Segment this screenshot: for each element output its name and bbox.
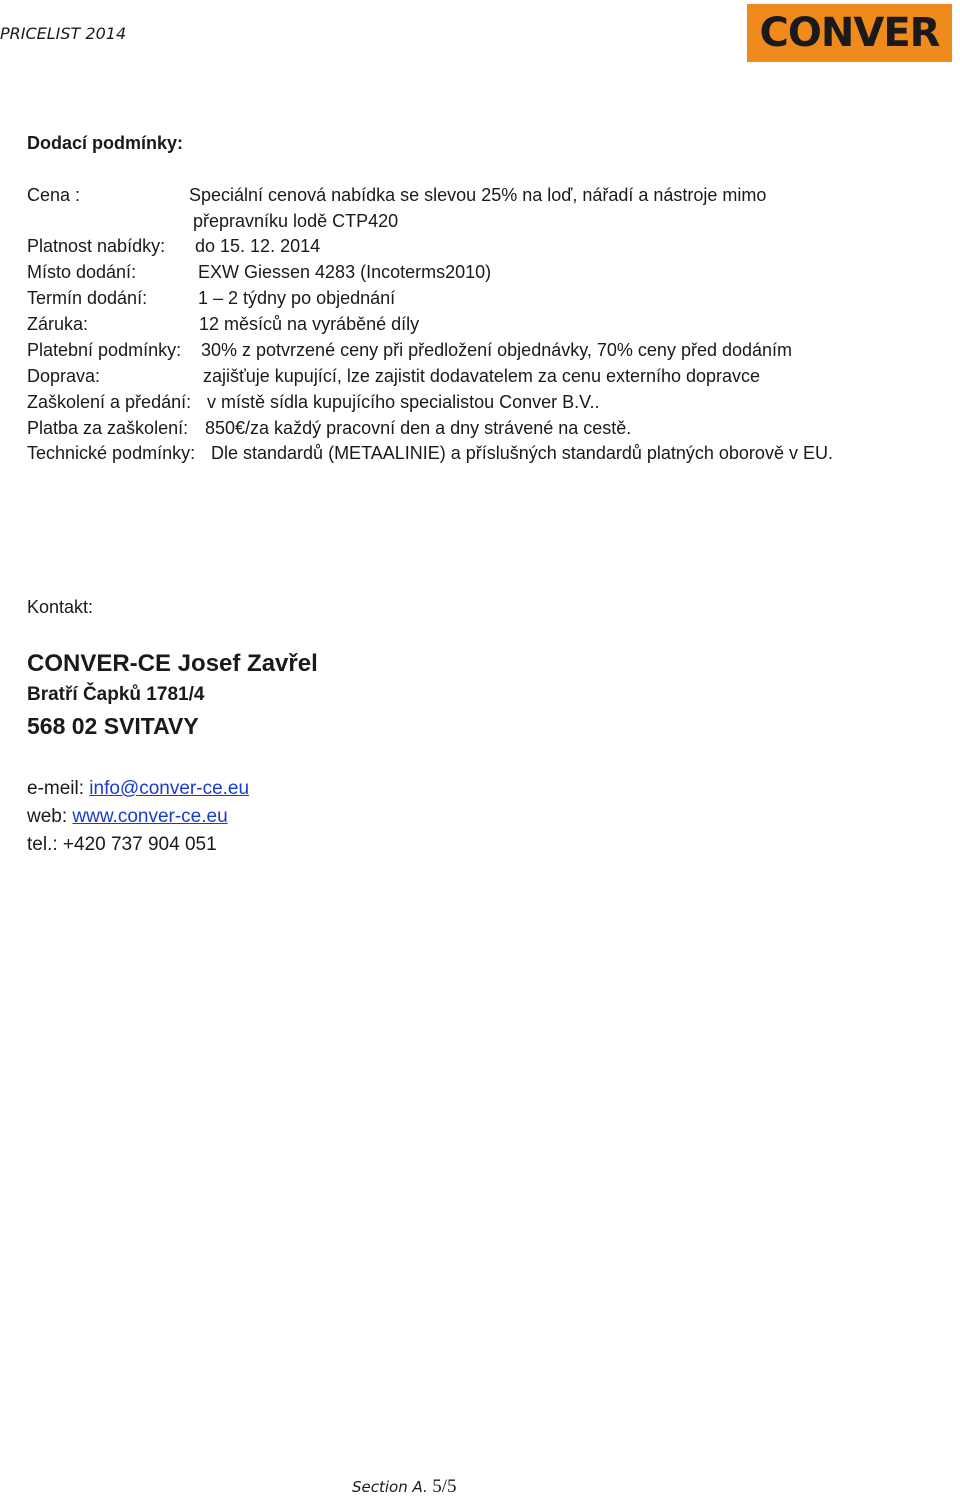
condition-value: 850€/za každý pracovní den a dny strávené na cestě. <box>205 418 632 438</box>
contact-street: Bratří Čapků 1781/4 <box>27 684 205 705</box>
condition-row-price-cont <box>193 211 398 232</box>
condition-value: zajišťuje kupující, lze zajistit dodavatelem za cenu externího dopravce <box>203 366 761 386</box>
condition-row-payment <box>27 340 792 361</box>
conver-logo <box>747 4 952 62</box>
condition-label: Cena : <box>27 185 81 205</box>
condition-row-price <box>27 185 766 206</box>
condition-row-warranty <box>27 314 419 335</box>
document-header-title: PRICELIST 2014 <box>0 24 127 43</box>
condition-label: Termín dodání: <box>27 288 148 308</box>
condition-row-training <box>27 392 600 413</box>
condition-row-delivery-time <box>27 288 395 309</box>
contact-company: CONVER-CE Josef Zavřel <box>27 650 318 677</box>
contact-web-line <box>27 806 228 828</box>
contact-phone: tel.: +420 737 904 051 <box>27 834 217 855</box>
condition-label: Zaškolení a předání: <box>27 392 192 412</box>
condition-row-delivery-place <box>27 262 491 283</box>
condition-label: Místo dodání: <box>27 262 137 282</box>
condition-label: Doprava: <box>27 366 101 386</box>
condition-value: EXW Giessen 4283 (Incoterms2010) <box>198 262 492 282</box>
condition-label: Záruka: <box>27 314 89 334</box>
condition-label: Technické podmínky: <box>27 443 196 463</box>
condition-value: přepravníku lodě CTP420 <box>193 211 399 231</box>
contact-email-line <box>27 778 249 800</box>
condition-row-validity <box>27 236 320 257</box>
page-footer <box>352 1476 457 1498</box>
contact-heading: Kontakt: <box>27 597 94 617</box>
condition-label: Platba za zaškolení: <box>27 418 189 438</box>
web-label: web: <box>27 806 73 827</box>
email-link[interactable]: info@conver-ce.eu <box>89 778 250 799</box>
footer-page-number: 5/5 <box>432 1476 457 1497</box>
delivery-terms-heading: Dodací podmínky: <box>27 133 184 153</box>
web-link[interactable]: www.conver-ce.eu <box>72 806 228 827</box>
condition-value: 30% z potvrzené ceny při předložení objednávky, 70% ceny před dodáním <box>201 340 793 360</box>
condition-row-training-fee <box>27 418 631 439</box>
logo-text: CONVER <box>759 10 940 56</box>
condition-value: 1 – 2 týdny po objednání <box>198 288 396 308</box>
condition-row-technical <box>27 443 833 464</box>
condition-value: do 15. 12. 2014 <box>195 236 321 256</box>
condition-value: Speciální cenová nabídka se slevou 25% na loď, nářadí a nástroje mimo <box>189 185 767 205</box>
condition-label: Platební podmínky: <box>27 340 182 360</box>
condition-label: Platnost nabídky: <box>27 236 166 256</box>
footer-section: Section A. <box>352 1478 428 1496</box>
condition-row-transport <box>27 366 760 387</box>
contact-city: 568 02 SVITAVY <box>27 713 199 739</box>
email-label: e-meil: <box>27 778 90 799</box>
condition-value: Dle standardů (METAALINIE) a příslušných standardů platných oborově v EU. <box>211 443 833 463</box>
condition-value: 12 měsíců na vyráběné díly <box>199 314 420 334</box>
condition-value: v místě sídla kupujícího specialistou Conver B.V.. <box>207 392 600 412</box>
